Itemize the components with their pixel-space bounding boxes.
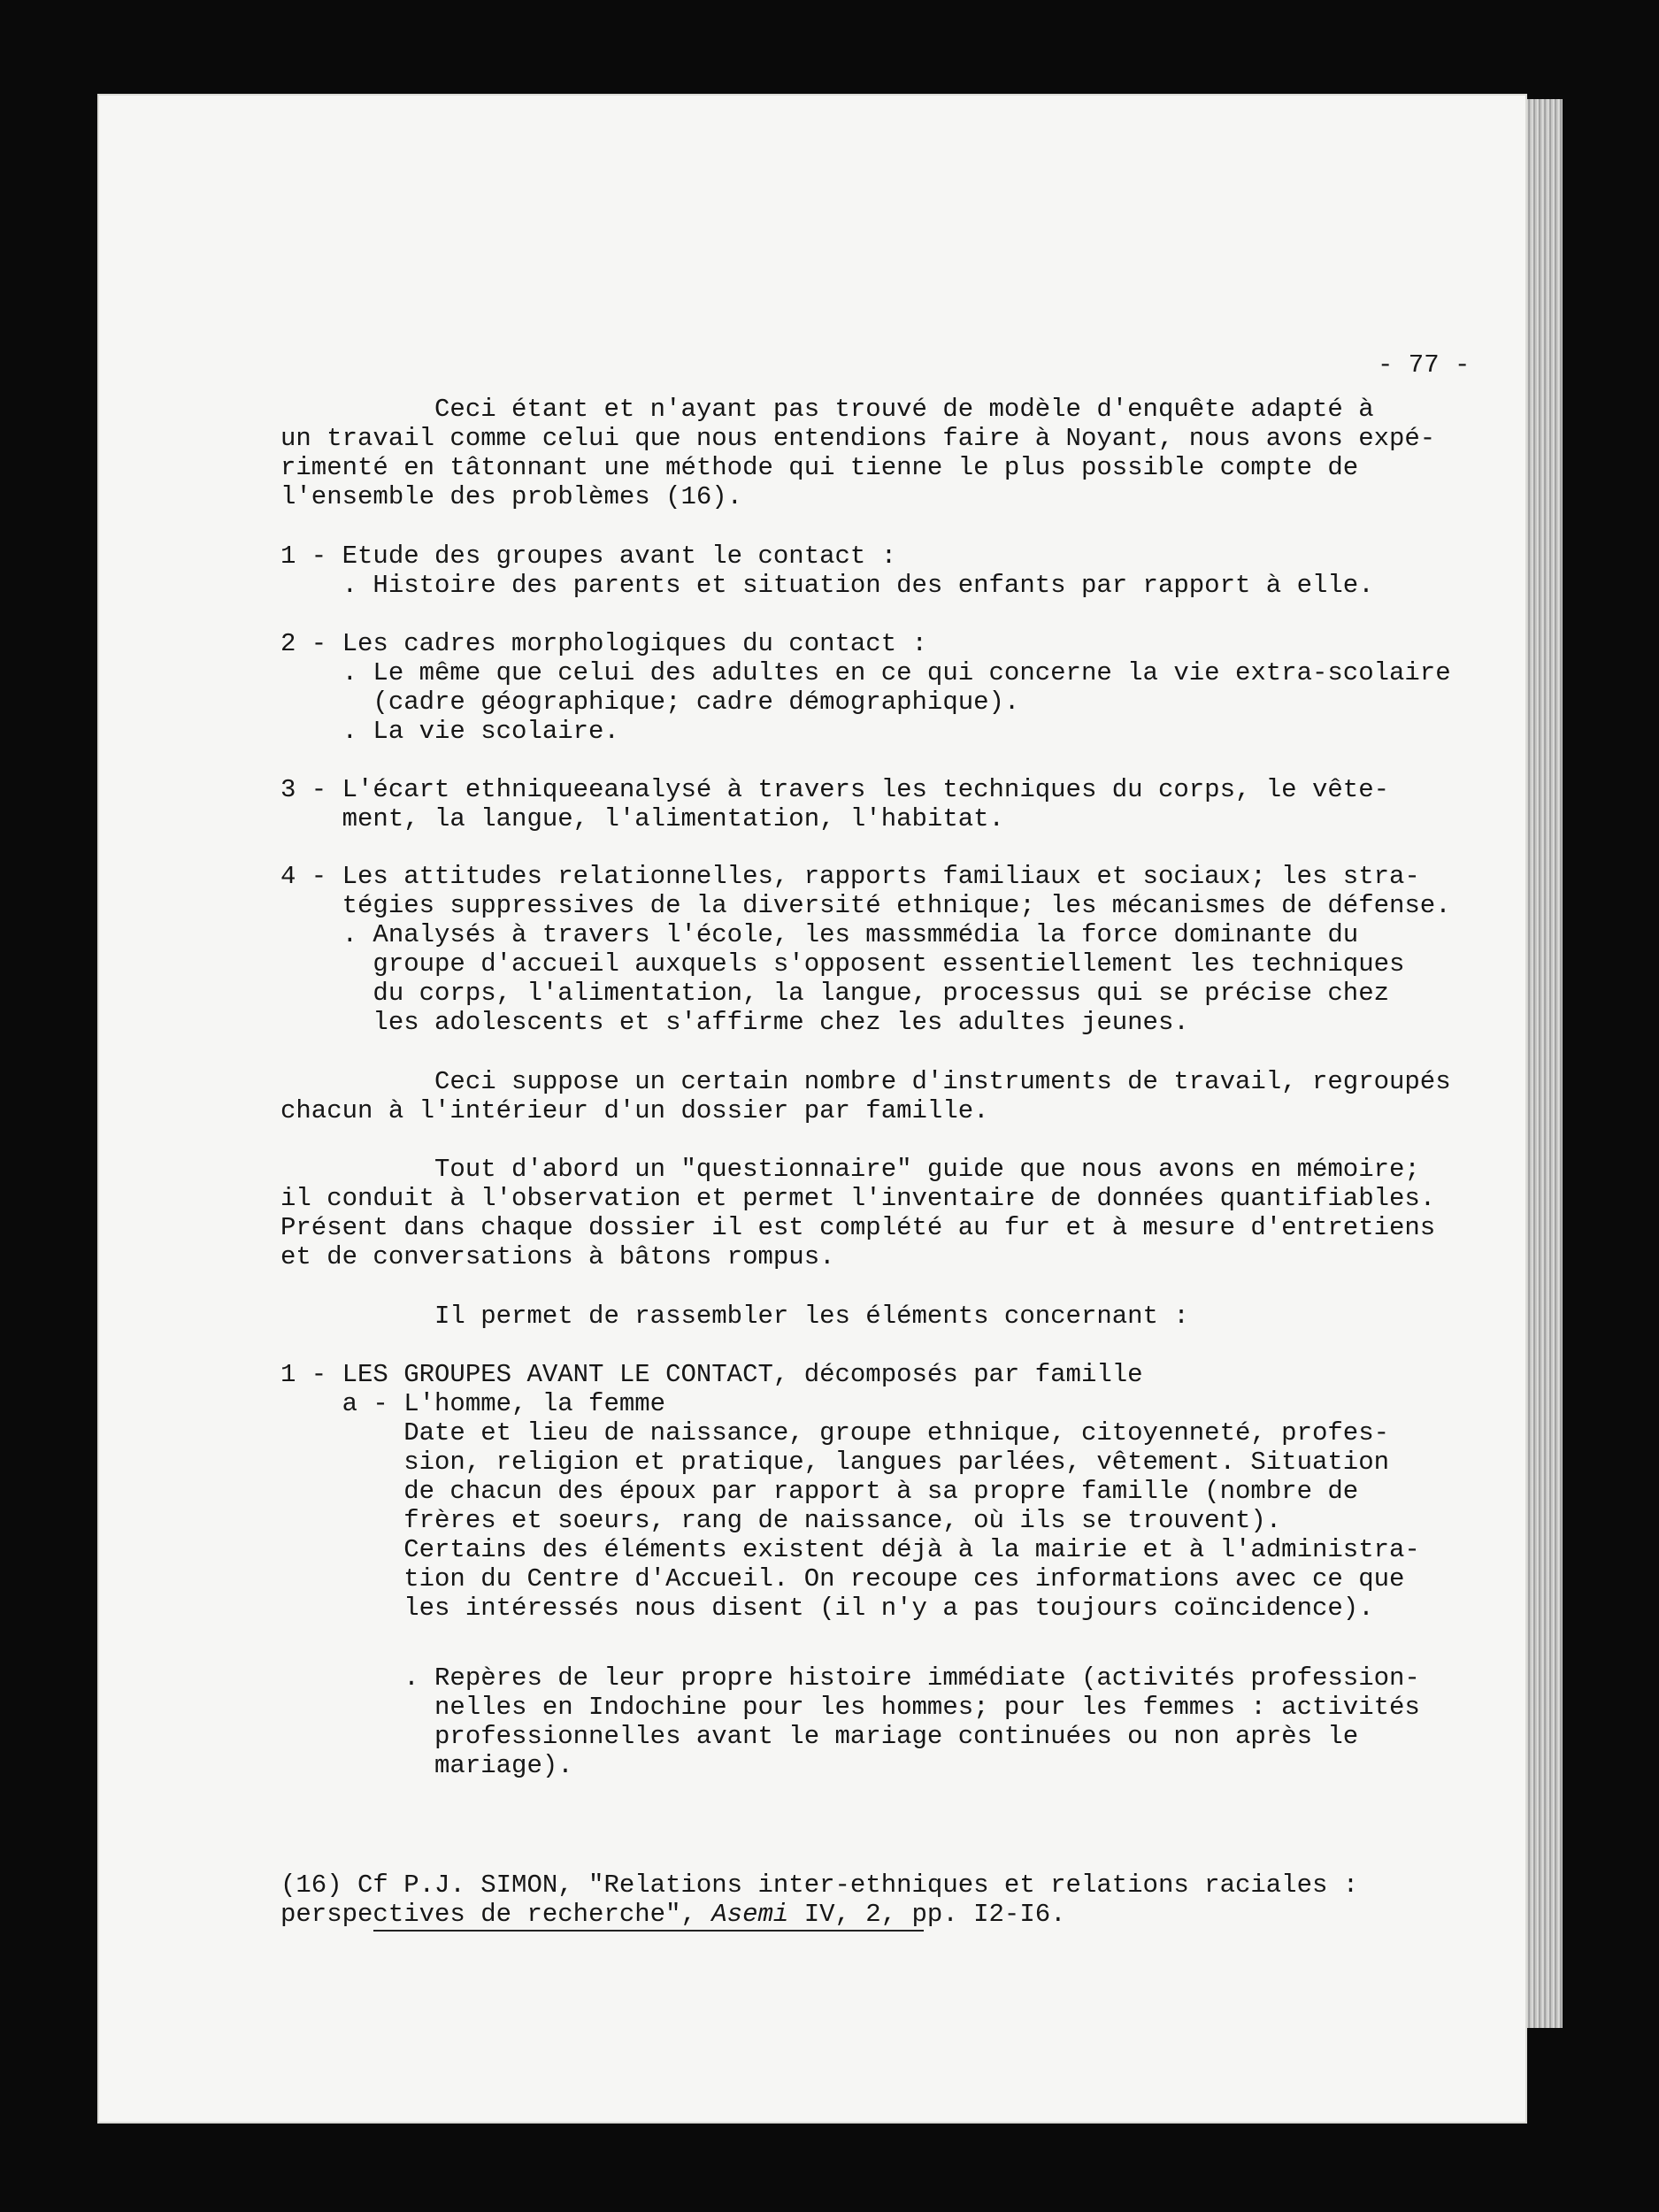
document-page xyxy=(99,96,1525,2122)
list-item-4: 4 - Les attitudes relationnelles, rapports familiaux et sociaux; les stra- xyxy=(280,862,1420,891)
text-line: tion du Centre d'Accueil. On recoupe ces informations avec ce que xyxy=(280,1564,1405,1594)
text-line: les intéressés nous disent (il n'y a pas toujours coïncidence). xyxy=(280,1594,1374,1623)
page-number: - 77 - xyxy=(1378,350,1471,380)
text-line: Tout d'abord un "questionnaire" guide que nous avons en mémoire; xyxy=(280,1155,1420,1184)
text-line: rimenté en tâtonnant une méthode qui tienne le plus possible compte de xyxy=(280,453,1359,482)
text-line: du corps, l'alimentation, la langue, processus qui se précise chez xyxy=(280,979,1390,1008)
text-line: ment, la langue, l'alimentation, l'habitat. xyxy=(280,804,1004,833)
text-line: Ceci suppose un certain nombre d'instruments de travail, regroupés xyxy=(280,1067,1451,1096)
footnote-journal-title: Asemi xyxy=(711,1900,789,1929)
text-line: Ceci étant et n'ayant pas trouvé de modèle d'enquête adapté à xyxy=(280,395,1374,424)
text-line: il conduit à l'observation et permet l'inventaire de données quantifiables. xyxy=(280,1184,1436,1213)
text-line: . Le même que celui des adultes en ce qui concerne la vie extra-scolaire xyxy=(280,658,1451,687)
text-line: Il permet de rassembler les éléments concernant : xyxy=(280,1302,1189,1331)
text-line: Certains des éléments existent déjà à la mairie et à l'administra- xyxy=(280,1535,1420,1564)
list-item-3: 3 - L'écart ethniqueeanalysé à travers les techniques du corps, le vête- xyxy=(280,775,1390,804)
footnote-line-2 xyxy=(280,1900,1066,1929)
subsection-heading: a - L'homme, la femme xyxy=(280,1389,666,1418)
text-line: et de conversations à bâtons rompus. xyxy=(280,1242,835,1271)
footnote-separator xyxy=(373,1930,924,1932)
text-line: un travail comme celui que nous entendions faire à Noyant, nous avons expé- xyxy=(280,424,1436,453)
list-item-1: 1 - Etude des groupes avant le contact : xyxy=(280,541,897,571)
text-line: professionnelles avant le mariage continuées ou non après le xyxy=(280,1722,1359,1751)
text-line: mariage). xyxy=(280,1751,573,1780)
text-line: . La vie scolaire. xyxy=(280,717,619,746)
text-line: Date et lieu de naissance, groupe ethnique, citoyenneté, profes- xyxy=(280,1418,1390,1448)
text-line: sion, religion et pratique, langues parlées, vêtement. Situation xyxy=(280,1448,1390,1477)
text-line: Présent dans chaque dossier il est complété au fur et à mesure d'entretiens xyxy=(280,1213,1436,1242)
text-line: . Analysés à travers l'école, les massmmédia la force dominante du xyxy=(280,920,1359,949)
footnote-text: IV, 2, pp. I2-I6. xyxy=(788,1900,1066,1929)
text-line: frères et soeurs, rang de naissance, où ils se trouvent). xyxy=(280,1506,1282,1535)
text-line: de chacun des époux par rapport à sa propre famille (nombre de xyxy=(280,1477,1359,1506)
text-line: . Repères de leur propre histoire immédiate (activités profession- xyxy=(280,1663,1420,1693)
text-line: chacun à l'intérieur d'un dossier par famille. xyxy=(280,1096,989,1125)
list-item-2: 2 - Les cadres morphologiques du contact : xyxy=(280,629,927,658)
text-line: groupe d'accueil auxquels s'opposent essentiellement les techniques xyxy=(280,949,1405,979)
body-text xyxy=(280,96,1528,1929)
text-line: tégies suppressives de la diversité ethnique; les mécanismes de défense. xyxy=(280,891,1451,920)
text-line: l'ensemble des problèmes (16). xyxy=(280,482,743,511)
text-line: les adolescents et s'affirme chez les adultes jeunes. xyxy=(280,1008,1189,1037)
footnote-line-1: (16) Cf P.J. SIMON, "Relations inter-ethniques et relations raciales : xyxy=(280,1870,1359,1900)
text-line: (cadre géographique; cadre démographique). xyxy=(280,687,1020,717)
section-heading: 1 - LES GROUPES AVANT LE CONTACT, décomposés par famille xyxy=(280,1360,1143,1389)
footnote-text: perspectives de recherche", xyxy=(280,1900,712,1929)
text-line: nelles en Indochine pour les hommes; pour les femmes : activités xyxy=(280,1693,1420,1722)
text-line: . Histoire des parents et situation des enfants par rapport à elle. xyxy=(280,571,1374,600)
